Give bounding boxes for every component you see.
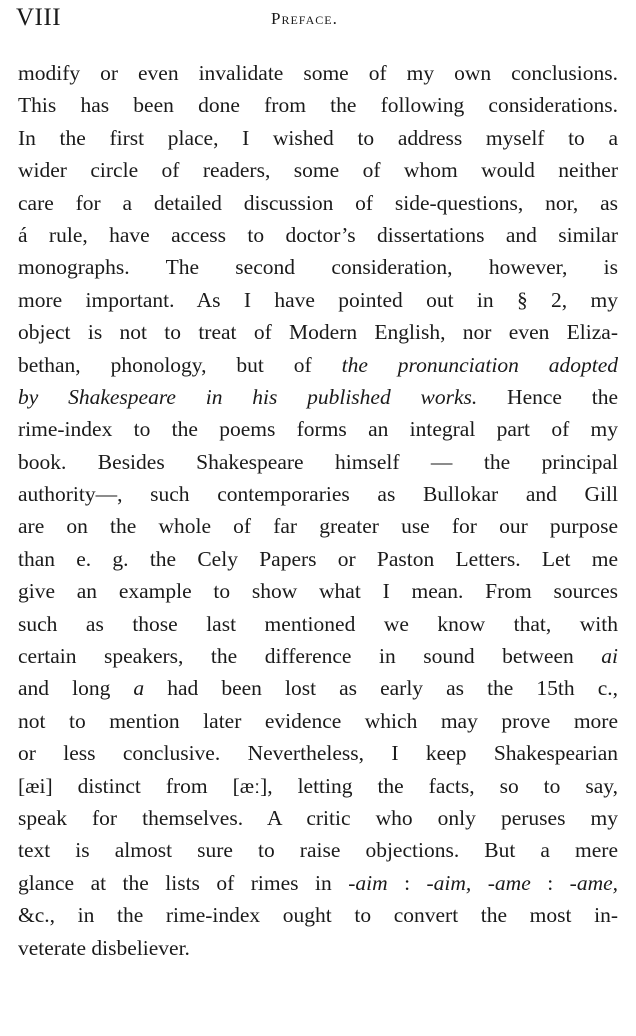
body-text (18, 57, 618, 964)
text-line: certain speakers, the difference in sound between ai (18, 644, 618, 669)
text-line: or less conclusive. Nevertheless, I keep Shakespearian (18, 741, 618, 766)
text-line: monographs. The second consideration, however, is (18, 255, 618, 280)
text-line: authority—, such contemporaries as Bullokar and Gill (18, 482, 618, 507)
italic-phrase: -aim (348, 870, 388, 895)
text-line: are on the whole of far greater use for our purpose (18, 514, 618, 539)
text-line: speak for themselves. A critic who only peruses my (18, 805, 618, 830)
text-line: more important. As I have pointed out in § 2, my (18, 287, 618, 312)
italic-phrase: by Shakespeare in his published works. (18, 384, 478, 409)
text-line: object is not to treat of Modern English, nor even Eliza- (18, 320, 618, 345)
text-line: not to mention later evidence which may prove more (18, 708, 618, 733)
text-line: wider circle of readers, some of whom would neither (18, 158, 618, 183)
text-line: and long a had been lost as early as the 15th c., (18, 676, 618, 701)
text-line: book. Besides Shakespeare himself — the principal (18, 449, 618, 474)
italic-phrase: the pronunciation adopted (341, 352, 618, 377)
text-line: &c., in the rime-index ought to convert the most in- (18, 903, 618, 928)
text-line: bethan, phonology, but of the pronunciation adopted (18, 352, 618, 377)
text-line: veterate disbeliever. (18, 935, 190, 960)
text-line: glance at the lists of rimes in -aim : -aim, -ame : -ame, (18, 870, 619, 895)
text-line: give an example to show what I mean. From sources (18, 579, 618, 604)
italic-phrase: -ame, (569, 870, 619, 895)
text-line: á rule, have access to doctor’s dissertations and similar (18, 222, 618, 247)
page-header (16, 4, 616, 40)
text-line: [æi] distinct from [æː], letting the facts, so to say, (18, 773, 618, 798)
running-title: Preface. (271, 9, 338, 28)
text-line: In the first place, I wished to address myself to a (18, 125, 618, 150)
text-line: rime-index to the poems forms an integral part of my (18, 417, 618, 442)
italic-phrase: a (133, 676, 145, 701)
text-line: care for a detailed discussion of side-questions, nor, as (18, 190, 618, 215)
italic-phrase: -aim, -ame (426, 870, 531, 895)
text-line: modify or even invalidate some of my own conclusions. (18, 61, 618, 85)
text-line: than e. g. the Cely Papers or Paston Letters. Let me (18, 546, 618, 571)
text-line: such as those last mentioned we know that, with (18, 611, 618, 636)
text-line: by Shakespeare in his published works. Hence the (18, 384, 619, 409)
italic-phrase: ai (601, 644, 618, 669)
text-line: text is almost sure to raise objections. But a mere (18, 838, 618, 863)
text-line: This has been done from the following considerations. (18, 93, 618, 118)
page-number: VIII (16, 4, 62, 31)
